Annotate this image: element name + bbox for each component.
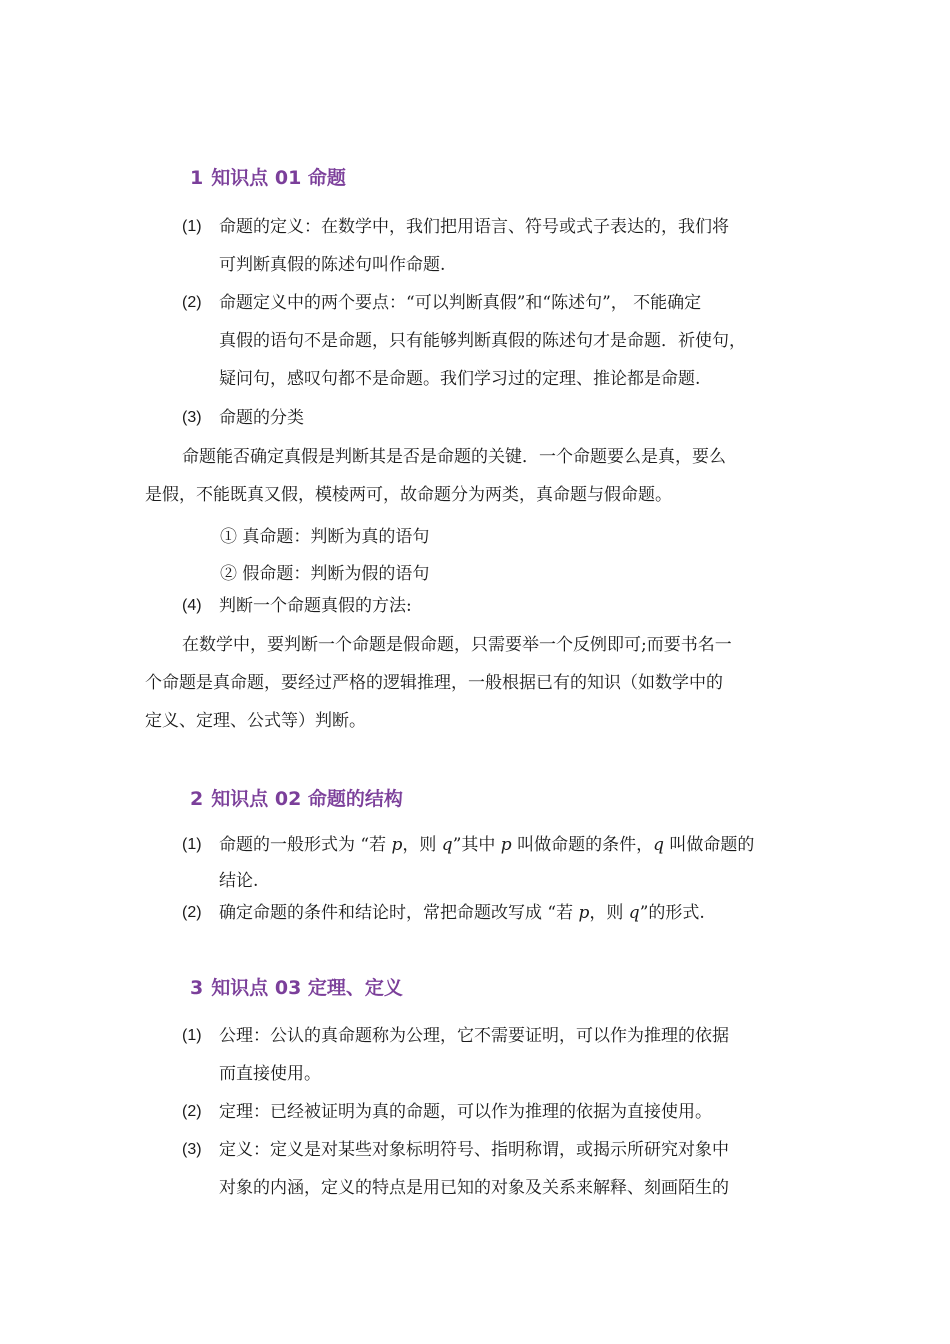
list-marker: (3) (182, 409, 202, 426)
paragraph-line: 命题能否确定真假是判断其是否是命题的关键．一个命题要么是真，要么 (182, 447, 726, 467)
list-item (182, 1017, 822, 1093)
text-line: 定理：已经被证明为真的命题，可以作为推理的依据为直接使用。 (219, 1102, 712, 1122)
list-item (182, 826, 822, 898)
section-number: 3 (190, 977, 204, 999)
text-line: 确定命题的条件和结论时，常把命题改写成 “若 p，则 q”的形式. (219, 903, 705, 923)
text-line: 而直接使用。 (219, 1064, 321, 1084)
section-number: 2 (190, 788, 204, 810)
list-item (182, 587, 822, 625)
list-marker: (2) (182, 294, 202, 311)
text-line: 对象的内涵，定义的特点是用已知的对象及关系来解释、刻画陌生的 (219, 1178, 729, 1198)
text-line: 结论. (219, 871, 259, 891)
text-line: 命题的一般形式为 “若 p，则 q”其中 p 叫做命题的条件，q 叫做命题的 (219, 835, 755, 855)
paragraph-line: 定义、定理、公式等）判断。 (145, 711, 366, 731)
text-line: 真假的语句不是命题，只有能够判断真假的陈述句才是命题．祈使句， (219, 331, 746, 351)
section-3-heading (190, 973, 403, 1000)
list-item (182, 894, 822, 932)
bullet-item: ① 真命题：判断为真的语句 (220, 527, 430, 547)
list-marker: (2) (182, 1103, 202, 1120)
text-line: 疑问句，感叹句都不是命题。我们学习过的定理、推论都是命题. (219, 369, 701, 389)
list-marker: (1) (182, 836, 202, 853)
text-line: 可判断真假的陈述句叫作命题. (219, 255, 446, 275)
paragraph-line: 个命题是真命题，要经过严格的逻辑推理，一般根据已有的知识（如数学中的 (145, 673, 723, 693)
section-2-heading (190, 784, 403, 811)
text-line: 命题的定义：在数学中，我们把用语言、符号或式子表达的，我们将 (219, 217, 729, 237)
list-marker: (4) (182, 597, 202, 614)
list-item (182, 1093, 822, 1131)
section-number: 1 (190, 167, 204, 189)
paragraph-line: 是假，不能既真又假，模棱两可，故命题分为两类，真命题与假命题。 (145, 485, 672, 505)
section-1-heading (190, 163, 346, 190)
text-line: 定义：定义是对某些对象标明符号、指明称谓，或揭示所研究对象中 (219, 1140, 729, 1160)
paragraph-line: 在数学中，要判断一个命题是假命题，只需要举一个反例即可;而要书名一 (182, 635, 732, 655)
section-title: 知识点 03 定理、定义 (211, 977, 403, 999)
text-line: 判断一个命题真假的方法: (219, 596, 412, 616)
section-title: 知识点 01 命题 (211, 167, 346, 189)
list-marker: (1) (182, 1027, 202, 1044)
list-marker: (1) (182, 218, 202, 235)
list-marker: (2) (182, 904, 202, 921)
text-line: 命题定义中的两个要点：“可以判断真假”和“陈述句”， 不能确定 (219, 293, 702, 313)
bullet-item: ② 假命题：判断为假的语句 (220, 564, 430, 584)
list-item (182, 399, 822, 437)
list-item (182, 284, 822, 398)
text-line: 命题的分类 (219, 408, 304, 428)
text-line: 公理：公认的真命题称为公理，它不需要证明，可以作为推理的依据 (219, 1026, 729, 1046)
list-marker: (3) (182, 1141, 202, 1158)
list-item (182, 1131, 822, 1207)
section-title: 知识点 02 命题的结构 (211, 788, 403, 810)
list-item (182, 208, 822, 284)
